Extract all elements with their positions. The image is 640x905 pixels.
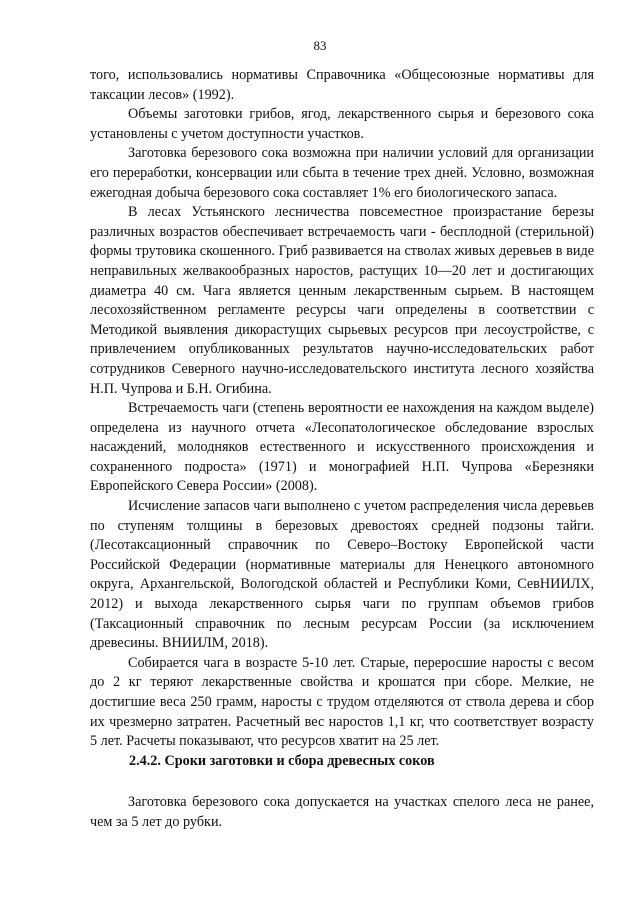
paragraph-chaga-collection: Собирается чага в возрасте 5-10 лет. Старые, переросшие наросты с весом до 2 кг теряют лекарственные свойства и крошатся при сборе. Мелкие, не достигшие веса 250 грамм, наросты с трудом отделяются от ствола дерева и сбор их чрезмерно затратен. Расчетный вес наростов 1,1 кг, что соответствует возрасту 5 лет. Расчеты показывают, что ресурсов хватит на 25 лет.	[90, 654, 594, 750]
paragraph-chaga-occurrence: В лесах Устьянского лесничества повсеместное произрастание березы различных возрастов обеспечивает встречаемость чаги - бесплодной (стерильной) формы трутовика скошенного. Гриб развивается на стволах живых деревьев в виде неправильных желвакообразных наростов, растущих 10—20 лет и достигающих диаметра 40 см. Чага является ценным лекарственным сырьем. В настоящем лесохозяйственном регламенте ресурсы чаги определены в соответствии с Методикой выявления дикорастущих сырьевых ресурсов при лесоустройстве, с привлечением опубликованных результатов научно-исследовательских работ сотрудников Северного научно-исследовательского института лесного хозяйства Н.П. Чупрова и Б.Н. Огибина.	[90, 204, 594, 397]
paragraph-chaga-stock-calculation: Исчисление запасов чаги выполнено с учетом распределения числа деревьев по ступеням толщины в березовых древостоях средней подзоны тайги. (Лесотаксационный справочник по Северо–Востоку Европейской части Российской Федерации (нормативные материалы для Ненецкого автономного округа, Архангельской, Вологодской областей и Республики Коми, СевНИИЛХ, 2012) и выхода лекарственного сырья чаги по группам объемов грибов (Таксационный справочник по лесным ресурсам России (за исключением древесины. ВНИИЛМ, 2018).	[90, 498, 594, 652]
paragraph-chaga-frequency: Встречаемость чаги (степень вероятности ее нахождения на каждом выделе) определена из научного отчета «Лесопатологическое обследование взрослых насаждений, молодняков естественного и искусственного происхождения и сохраненного подроста» (1971) и монографией Н.П. Чупрова «Березняки Европейского Севера России» (2008).	[90, 400, 594, 495]
page-number: 83	[313, 38, 327, 53]
paragraph-sap-harvest-rule: Заготовка березового сока допускается на участках спелого леса не ранее, чем за 5 лет до рубки.	[90, 794, 594, 830]
body-text	[90, 66, 594, 752]
paragraph-birch-sap: Заготовка березового сока возможна при наличии условий для организации его переработки, консервации или сбыта в течение трех дней. Условно, возможная ежегодная добыча березового сока составляет 1% его биологического запаса.	[90, 145, 594, 201]
paragraph-continuation: того, использовались нормативы Справочника «Общесоюзные нормативы для таксации лесов» (1992).	[90, 67, 594, 103]
final-text	[90, 793, 594, 832]
paragraph-harvest-volumes: Объемы заготовки грибов, ягод, лекарственного сырья и березового сока установлены с учетом доступности участков.	[90, 106, 594, 142]
section-heading: 2.4.2. Сроки заготовки и сбора древесных соков	[129, 753, 435, 769]
